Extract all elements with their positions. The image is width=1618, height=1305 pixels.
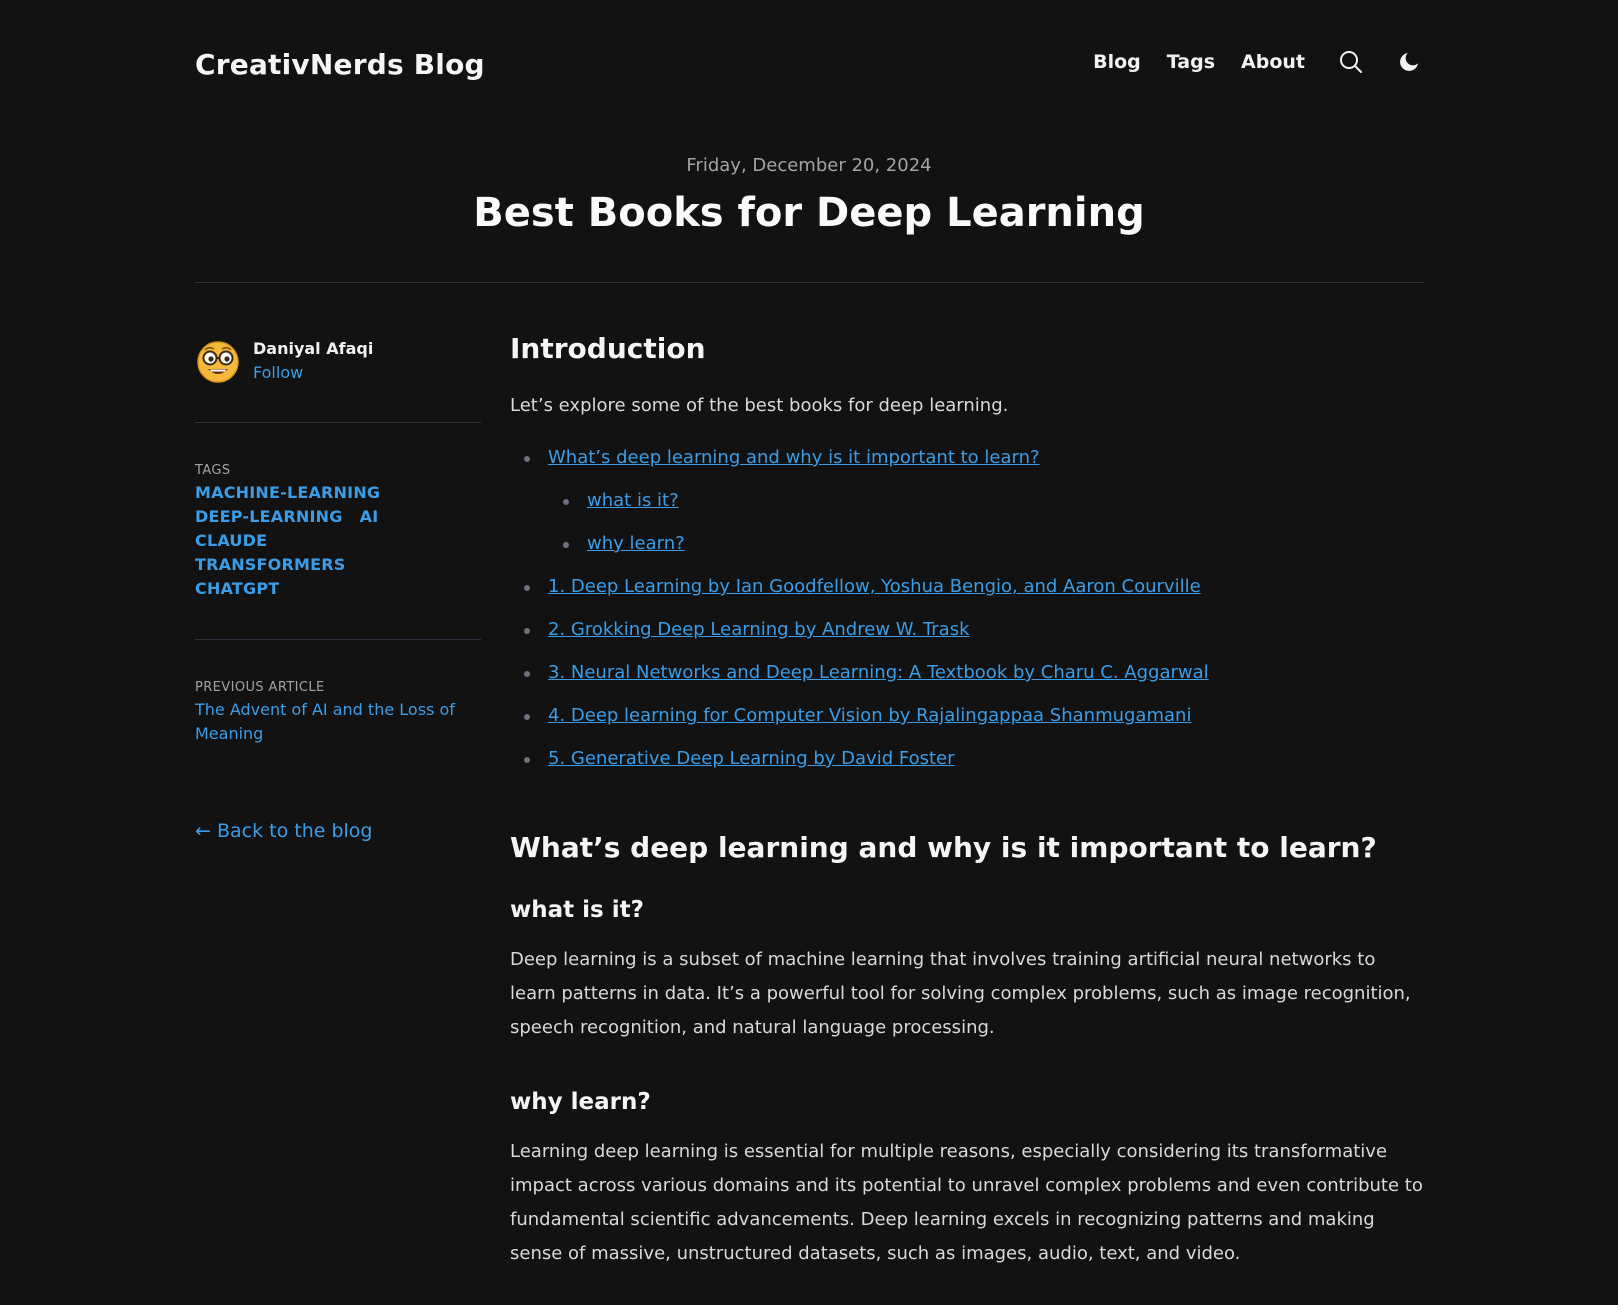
toc-subitem: [510, 530, 1424, 558]
tag-link[interactable]: DEEP-LEARNING: [195, 507, 343, 526]
tags-section: [195, 423, 481, 639]
post-title: Best Books for Deep Learning: [473, 190, 1145, 236]
site-title[interactable]: CreativNerds Blog: [195, 48, 485, 81]
post-sidebar: [195, 334, 481, 842]
what-is-it-heading: what is it?: [510, 897, 644, 923]
tag-link[interactable]: CLAUDE: [195, 531, 268, 550]
site-header: [195, 40, 1423, 90]
tags-label: TAGS: [195, 463, 231, 478]
tag-link[interactable]: AI: [359, 507, 379, 526]
title-divider: [195, 282, 1424, 283]
toc-item: [510, 745, 1424, 773]
toc-item: [510, 616, 1424, 644]
toc-link[interactable]: 5. Generative Deep Learning by David Foster: [548, 748, 955, 769]
toc-subitem: [510, 487, 1424, 515]
intro-heading: Introduction: [510, 332, 706, 365]
post-date: Friday, December 20, 2024: [686, 155, 932, 176]
why-learn-paragraph: Learning deep learning is essential for multiple reasons, especially considering its transformative impact across various domains and its potential to unravel complex problems and even contribute to fundamental scientific advancements. Deep learning excels in recognizing patterns and making sense of massive, unstructured datasets, such as images, audio, text, and video.: [510, 1141, 1423, 1264]
tag-link[interactable]: MACHINE-LEARNING: [195, 483, 381, 502]
toc-item: [510, 702, 1424, 730]
toc-link[interactable]: why learn?: [587, 533, 685, 554]
previous-article-label: PREVIOUS ARTICLE: [195, 680, 325, 695]
toc-item: [510, 444, 1424, 472]
previous-article-section: [195, 640, 481, 746]
what-is-it-paragraph: Deep learning is a subset of machine learning that involves training artificial neural networks to learn patterns in data. It’s a powerful tool for solving complex problems, such as image recognition, speech recognition, and natural language processing.: [510, 949, 1411, 1038]
author-info: [253, 337, 373, 385]
dark-mode-moon-icon[interactable]: [1395, 48, 1423, 76]
main-nav: [1093, 48, 1423, 76]
author-name: Daniyal Afaqi: [253, 339, 374, 358]
toc-link[interactable]: 2. Grokking Deep Learning by Andrew W. Trask: [548, 619, 970, 640]
nav-tags-link[interactable]: Tags: [1166, 51, 1216, 73]
toc-link[interactable]: 3. Neural Networks and Deep Learning: A Textbook by Charu C. Aggarwal: [548, 662, 1209, 683]
toc-link[interactable]: 4. Deep learning for Computer Vision by Rajalingappaa Shanmugamani: [548, 705, 1192, 726]
nav-about-link[interactable]: About: [1241, 51, 1305, 73]
follow-link[interactable]: Follow: [253, 363, 304, 382]
avatar: [195, 338, 241, 384]
toc-item: [510, 659, 1424, 687]
tag-link[interactable]: CHATGPT: [195, 579, 280, 598]
intro-text: Let’s explore some of the best books for deep learning.: [510, 395, 1009, 416]
why-learn-heading: why learn?: [510, 1089, 651, 1115]
previous-article-link[interactable]: The Advent of AI and the Loss of Meaning: [195, 700, 455, 743]
back-to-blog-link[interactable]: ← Back to the blog: [195, 820, 373, 842]
author-card: [195, 334, 481, 388]
toc-link[interactable]: What’s deep learning and why is it important to learn?: [548, 447, 1040, 468]
toc-link[interactable]: what is it?: [587, 490, 679, 511]
nav-blog-link[interactable]: Blog: [1093, 51, 1141, 73]
tag-link[interactable]: TRANSFORMERS: [195, 555, 346, 574]
table-of-contents: [510, 444, 1424, 773]
toc-item: [510, 573, 1424, 601]
toc-link[interactable]: 1. Deep Learning by Ian Goodfellow, Yoshua Bengio, and Aaron Courville: [548, 576, 1201, 597]
post-content: [510, 332, 1424, 1271]
section-heading: What’s deep learning and why is it important to learn?: [510, 831, 1377, 864]
tags-list: [195, 481, 445, 601]
search-icon[interactable]: [1337, 48, 1365, 76]
